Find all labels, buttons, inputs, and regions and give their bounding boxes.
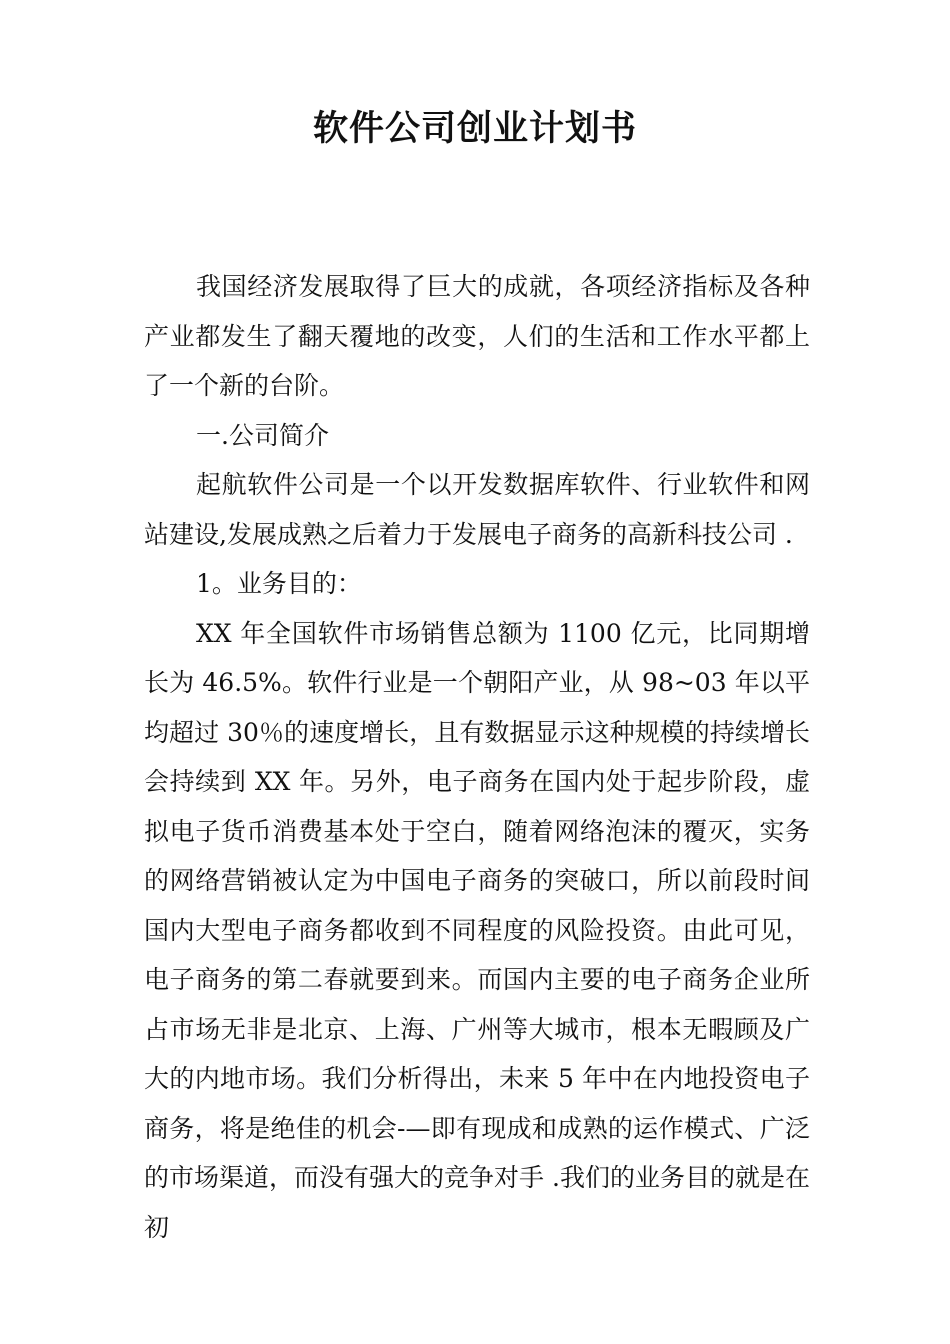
paragraph-company-description: 起航软件公司是一个以开发数据库软件、行业软件和网站建设,发展成熟之后着力于发展电子商务的高新科技公司 .	[144, 470, 810, 549]
section-heading-company-profile: 一.公司简介	[196, 420, 329, 450]
paragraph-intro: 我国经济发展取得了巨大的成就，各项经济指标及各种产业都发生了翻天覆地的改变，人们的生活和工作水平都上了一个新的台阶。	[144, 272, 810, 400]
document-body	[144, 262, 810, 1252]
paragraph-business-purpose: XX 年全国软件市场销售总额为 1100 亿元，比同期增长为 46.5%。软件行业是一个朝阳产业，从 98~03 年以平均超过 30％的速度增长，且有数据显示这种规模的持续增长会持续到 XX 年。另外，电子商务在国内处于起步阶段，虚拟电子货币消费基本处于空白，随着网络泡沫的覆灭，实务的网络营销被认定为中国电子商务的突破口，所以前段时间国内大型电子商务都收到不同程度的风险投资。由此可见，电子商务的第二春就要到来。而国内主要的电子商务企业所占市场无非是北京、上海、广州等大城市，根本无暇顾及广大的内地市场。我们分析得出，未来 5 年中在内地投资电子商务，将是绝佳的机会-—即有现成和成熟的运作模式、广泛的市场渠道，而没有强大的竞争对手 .我们的业务目的就是在初	[144, 618, 810, 1242]
subsection-heading-business-purpose: 1。业务目的：	[196, 569, 362, 598]
document-title: 软件公司创业计划书	[312, 109, 637, 150]
